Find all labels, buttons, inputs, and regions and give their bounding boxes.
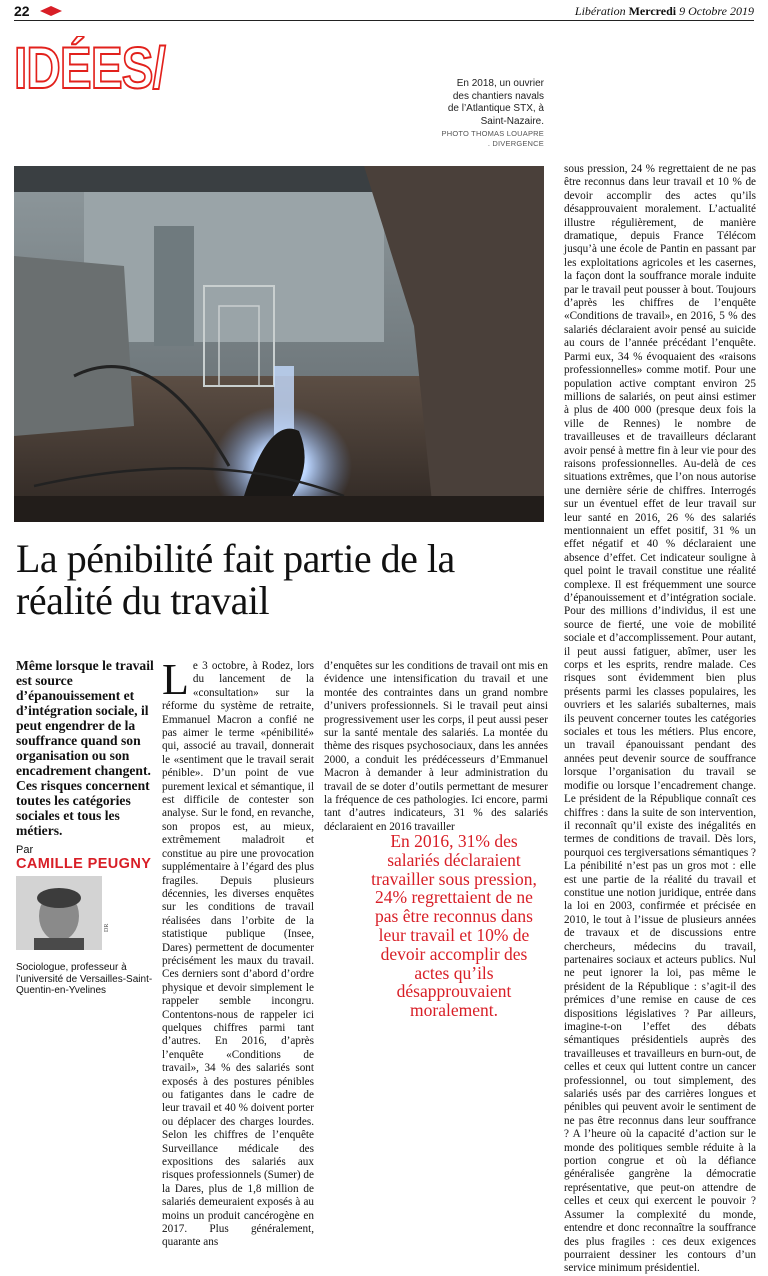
article-deck: Même lorsque le travail est source d’épanouissement et d’intégration sociale, il peut engendrer de la souffrance quand son organisation ou son encadrement changent. Ces risques concernent toutes les catégories sociales et tous les métiers. bbox=[16, 658, 154, 838]
photo-credit: PHOTO THOMAS LOUAPRE . DIVERGENCE bbox=[441, 129, 544, 148]
pull-quote: En 2016, 31% des salariés déclaraient travailler sous pression, 24% regrettaient de ne pas être reconnus dans leur travail et 10% de devoir accomplir des actes qu’ils désapprouvaient moralement. bbox=[371, 831, 537, 1021]
drop-cap: L bbox=[162, 655, 189, 704]
body-column-1 bbox=[162, 655, 314, 1250]
header-rule bbox=[14, 20, 754, 21]
article-photo bbox=[14, 166, 544, 522]
body-column-2 bbox=[324, 660, 548, 834]
masthead bbox=[575, 4, 754, 19]
masthead-date: 9 Octobre 2019 bbox=[679, 4, 754, 18]
author-portrait bbox=[16, 876, 102, 950]
byline-prefix: Par bbox=[16, 844, 34, 856]
page-number-diamond-icon bbox=[40, 6, 62, 16]
headline: La pénibilité fait partie de la réalité du travail bbox=[16, 536, 455, 623]
byline-author-name: CAMILLE PEUGNY bbox=[16, 856, 152, 872]
portrait-credit: DR bbox=[104, 923, 110, 932]
body-column-3-text: sous pression, 24 % regrettaient de ne pas être reconnus dans leur travail et 10 % de devoir accomplir des actes qu’ils désapprouvaient moralement. L’actualité illustre régulièrement, de manière dramatique, depuis France Télécom jusqu’à une école de Pantin en passant par les exploitations agricoles et les casernes, la façon dont la souffrance morale induite par le travail peut pousser à bout. Toujours d’après les chiffres de l’enquête «Conditions de travail», en 2016, 5 % des salariés déclaraient avoir pensé au suicide au cours de l’année précédant l’enquête. Parmi eux, 34 % évoquaient des «raisons professionnelles» comme motif. Pour une population active comptant environ 25 millions de salariés, on peut ainsi estimer à plus de 400 000 (presque deux fois la ville de Rennes) le nombre de travailleuses et de travailleurs déclarant avoir pensé à mettre fin à leur vie pour des raisons professionnelles. Au-delà de ces situations extrêmes, que l’on nous autorise une dernière série de chiffres. Interrogés sur un éventuel effet de leur travail sur leur santé en 2016, 26 % des salariés mentionnaient un effet positif, 31 % un effet négatif et 40 % déclaraient une absence d’effet. Cet indicateur souligne à quel point le travail constitue une réalité complexe. Il est fréquemment une source d’épanouissement et d’intégration sociale. Pour des millions d’individus, il est une source de fierté, une voie de mobilité sociale et d’accomplissement. Pour autant, il peut aussi fatiguer, abîmer, user les corps et les esprits, rendre malade. Ces risques sont évidemment bien plus présents parmi les classes populaires, les ouvriers et les salariés subalternes, mais ils peuvent concerner toutes les catégories sociales et tous les métiers. Plus encore, un travail épanouissant pendant des années peut devenir source de souffrance lorsque l’organisation du travail se modifie ou lorsque l’encadrement change. Le président de la République connaît ces chiffres : dans la suite de son intervention, il reconnaît qu’il existe des inégalités en termes de conditions de travail. Dès lors, pourquoi ces tergiversations sémantiques ? La pénibilité n’est pas un gros mot : elle est une partie de la réalité du travail et constitue une notion juridique, entrée dans la loi en 2003, confirmée et précisée en 2010, le tout à l’issue de plusieurs années de travaux et de discussions entre chercheurs, médecins du travail, partenaires sociaux et acteurs publics. Nul ne peut ignorer la loi, pas même le président de la République : s’agit-il des prémices d’une remise en cause de ces dispositions législatives ? Par ailleurs, imagine-t-on l’effet des débats sémantiques présidentiels auprès des travailleuses et travailleurs en burn-out, de celles et ceux qui luttent contre un cancer professionnel, ou tout simplement, des salariés usés par des carrières longues et pénibles qui peuvent avoir le sentiment de ne pas être reconnus dans leur souffrance ? A l’heure où la capacité d’action sur le monde des politiques semble réduite à la portion congrue et où la défiance généralisée gangrène la démocratie représentative, que peut-on attendre de celles et ceux qui exercent le pouvoir ? Assumer la complexité du monde, entendre et donc reconnaître la souffrance des plus fragiles : ces deux exigences pourraient dessiner les contours d’un service minimum présidentiel. bbox=[564, 163, 756, 1275]
body-column-3 bbox=[564, 163, 756, 1276]
photo-caption-block bbox=[440, 78, 544, 149]
body-column-1-text: e 3 octobre, à Rodez, lors du lancement de la «consultation» sur la réforme du système de retraite, Emmanuel Macron a confié ne pas aimer le terme «pénibilité» qui, associé au travail, donnerait le «sentiment que le travail serait pénible». D’un point de vue purement lexical et sémantique, il est difficile de contester son analyse. Sur le fond, en revanche, son propos est, au mieux, extrêmement maladroit et constitue au pire une provocation supplémentaire à l’égard des plus fragiles. Depuis plusieurs décennies, les diverses enquêtes sur les conditions de travail réalisées dans l’orbite de la statistique publique (Insee, Dares) permettent de documenter précisément les maux du travail. Ces derniers sont d’abord d’ordre physique et devoir simplement le rappeler semble incongru. Contentons-nous de rappeler ici quelques chiffres parmi tant d’autres. En 2016, d’après l’enquête «Conditions de travail», 34 % des salariés sont exposés à des postures pénibles ou fatigantes dans le cadre de leur travail et 40 % doivent porter ou déplacer des charges lourdes. Selon les chiffres de l’enquête Surveillance médicale des expositions des salariés aux risques professionnels (Sumer) de la Dares, plus de 1,8 million de salariés demeuraient exposés à au moins un produit cancérogène en 2017. Plus généralement, quarante ans bbox=[162, 660, 314, 1249]
masthead-title: Libération bbox=[574, 4, 626, 18]
photo-caption: En 2018, un ouvrier des chantiers navals de l’Atlantique STX, à Saint-Nazaire. bbox=[447, 78, 544, 127]
author-bio: Sociologue, professeur à l’université de Versailles-Saint-Quentin-en-Yvelines bbox=[16, 962, 153, 996]
masthead-day: Mercredi bbox=[628, 4, 677, 18]
section-label: IDÉES/ bbox=[14, 36, 166, 101]
body-column-2-text: d’enquêtes sur les conditions de travail ont mis en évidence une intensification du travail et une montée des contraintes dans un grand nombre d’univers professionnels. Si le travail peut ainsi progressivement user les corps, il peut aussi peser sur la santé mentale des salariés. La montée du thème des risques psychosociaux, dans les années 2000, a conduit les prédécesseurs d’Emmanuel Macron à demander à leur administration du travail de se doter d’outils permettant de mesurer la fréquence de ces pathologies. Ici encore, parmi tant d’autres indicateurs, 31 % des salariés déclaraient en 2016 travailler bbox=[324, 660, 548, 833]
page-number: 22 bbox=[14, 3, 30, 19]
